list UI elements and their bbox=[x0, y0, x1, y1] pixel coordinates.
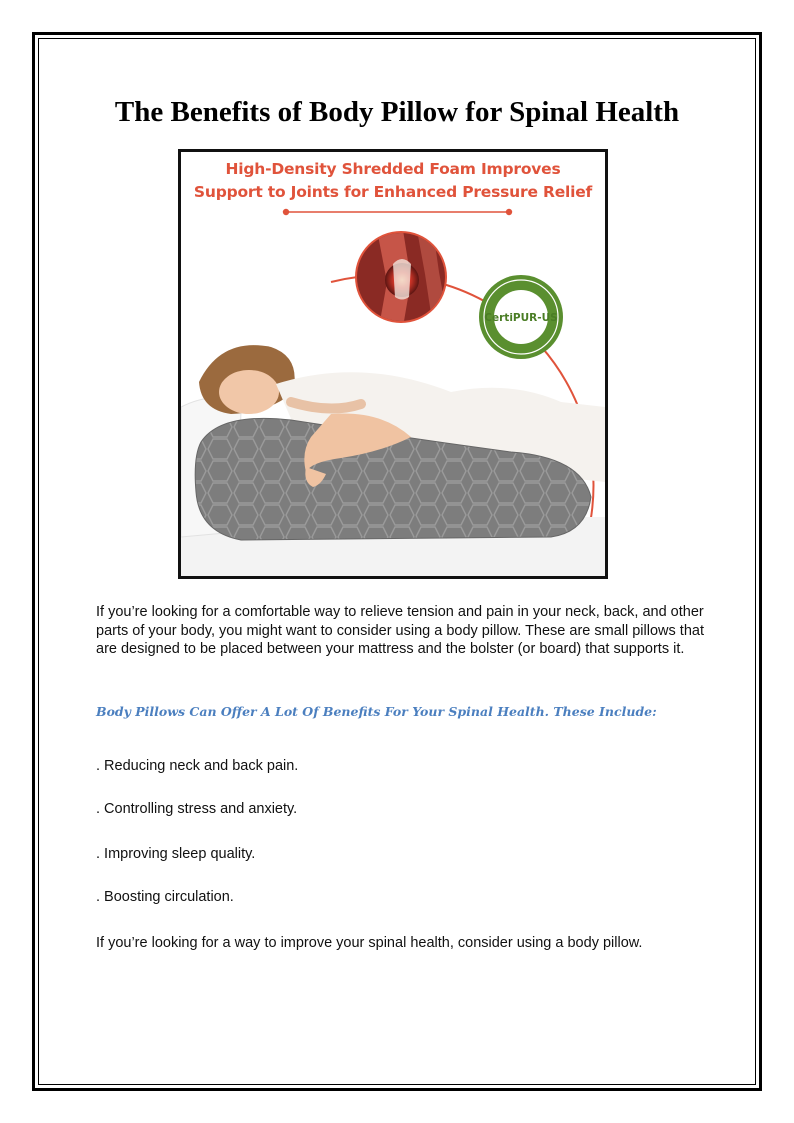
benefits-subheading: Body Pillows Can Offer A Lot Of Benefits For Your Spinal Health. These Include: bbox=[96, 704, 657, 719]
conclusion-paragraph: If you’re looking for a way to improve your spinal health, consider using a body pillow. bbox=[96, 935, 643, 951]
page-title: The Benefits of Body Pillow for Spinal Health bbox=[114, 96, 680, 128]
benefit-item: . Reducing neck and back pain. bbox=[96, 758, 299, 774]
figure-headline-line-2: Support to Joints for Enhanced Pressure Relief bbox=[193, 183, 593, 201]
benefit-item: . Controlling stress and anxiety. bbox=[96, 801, 298, 817]
figure-headline-line-1: High-Density Shredded Foam Improves bbox=[225, 160, 561, 178]
product-image bbox=[178, 149, 608, 579]
badge-label: CertiPUR-US bbox=[484, 312, 558, 324]
benefit-item: . Improving sleep quality. bbox=[96, 846, 256, 862]
benefit-item: . Boosting circulation. bbox=[96, 889, 234, 905]
intro-paragraph: If you’re looking for a comfortable way to relieve tension and pain in your neck, back, and other parts of your body, you might want to consider using a body pillow. These are small pillows that are designed to be placed between your mattress and the bolster (or board) that supports it. bbox=[96, 604, 704, 657]
product-illustration bbox=[181, 152, 605, 576]
